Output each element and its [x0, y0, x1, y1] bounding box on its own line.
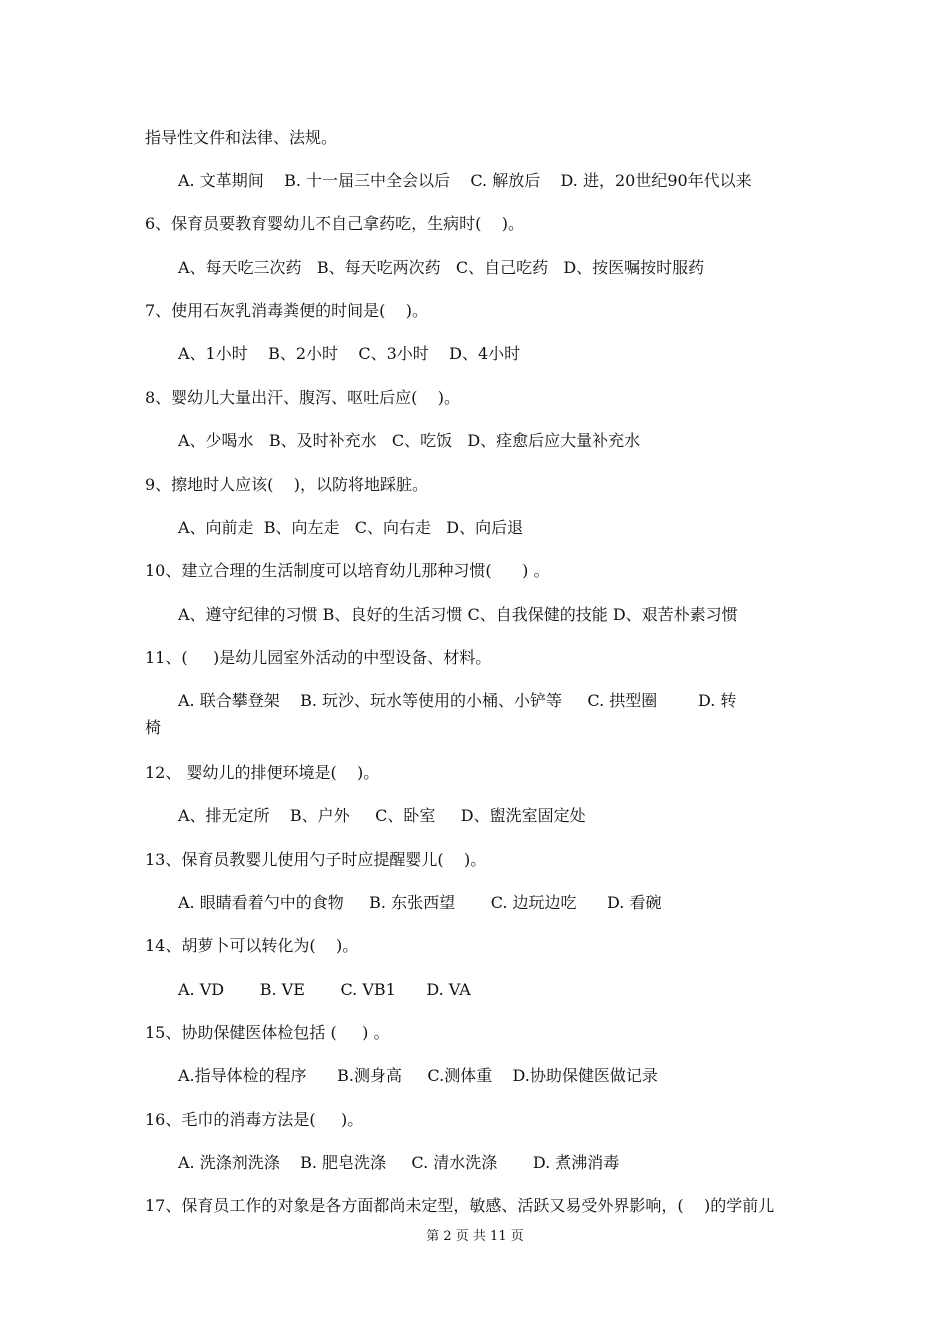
- question-line: 13、保育员教婴儿使用勺子时应提醒婴儿( )。: [145, 850, 487, 869]
- question-line: 6、保育员要教育婴幼儿不自己拿药吃，生病时( )。: [145, 214, 525, 233]
- option-line: A. VD B. VE C. VB1 D. VA: [178, 980, 471, 999]
- text-line: 指导性文件和法律、法规。: [145, 128, 338, 147]
- question-line: 16、毛巾的消毒方法是( )。: [145, 1110, 364, 1129]
- question-line: 9、擦地时人应该( )，以防将地踩脏。: [145, 475, 429, 494]
- question-line: 7、使用石灰乳消毒粪便的时间是( )。: [145, 301, 429, 320]
- question-line: 8、婴幼儿大量出汗、腹泻、呕吐后应( )。: [145, 388, 461, 407]
- option-line: A. 眼睛看着勺中的食物 B. 东张西望 C. 边玩边吃 D. 看碗: [178, 893, 662, 912]
- option-line: A. 洗涤剂洗涤 B. 肥皂洗涤 C. 清水洗涤 D. 煮沸消毒: [178, 1153, 620, 1172]
- option-line: A. 文革期间 B. 十一届三中全会以后 C. 解放后 D. 进，20世纪90年代以来: [178, 171, 752, 190]
- page-footer: 第 2 页 共 11 页: [426, 1229, 524, 1244]
- question-line: 15、协助保健医体检包括 ( ) 。: [145, 1023, 390, 1042]
- question-line: 17、保育员工作的对象是各方面都尚未定型，敏感、活跃又易受外界影响，( )的学前儿: [145, 1196, 775, 1215]
- option-line: A、遵守纪律的习惯 B、良好的生活习惯 C、自我保健的技能 D、艰苦朴素习惯: [178, 605, 738, 624]
- text-line: 椅: [145, 718, 162, 737]
- question-line: 12、 婴幼儿的排便环境是( )。: [145, 763, 380, 782]
- option-line: A、每天吃三次药 B、每天吃两次药 C、自己吃药 D、按医嘱按时服药: [178, 258, 705, 277]
- option-line: A、1小时 B、2小时 C、3小时 D、4小时: [178, 344, 521, 363]
- option-line: A、向前走 B、向左走 C、向右走 D、向后退: [178, 518, 524, 537]
- question-line: 10、建立合理的生活制度可以培育幼儿那种习惯( ) 。: [145, 561, 550, 580]
- option-line: A、排无定所 B、户外 C、卧室 D、盥洗室固定处: [178, 806, 586, 825]
- option-line: A.指导体检的程序 B.测身高 C.测体重 D.协助保健医做记录: [178, 1066, 658, 1085]
- option-line: A、少喝水 B、及时补充水 C、吃饭 D、痊愈后应大量补充水: [178, 431, 641, 450]
- option-line: A. 联合攀登架 B. 玩沙、玩水等使用的小桶、小铲等 C. 拱型圈 D. 转: [178, 691, 737, 710]
- question-line: 11、( )是幼儿园室外活动的中型设备、材料。: [145, 648, 492, 667]
- question-line: 14、胡萝卜可以转化为( )。: [145, 936, 359, 955]
